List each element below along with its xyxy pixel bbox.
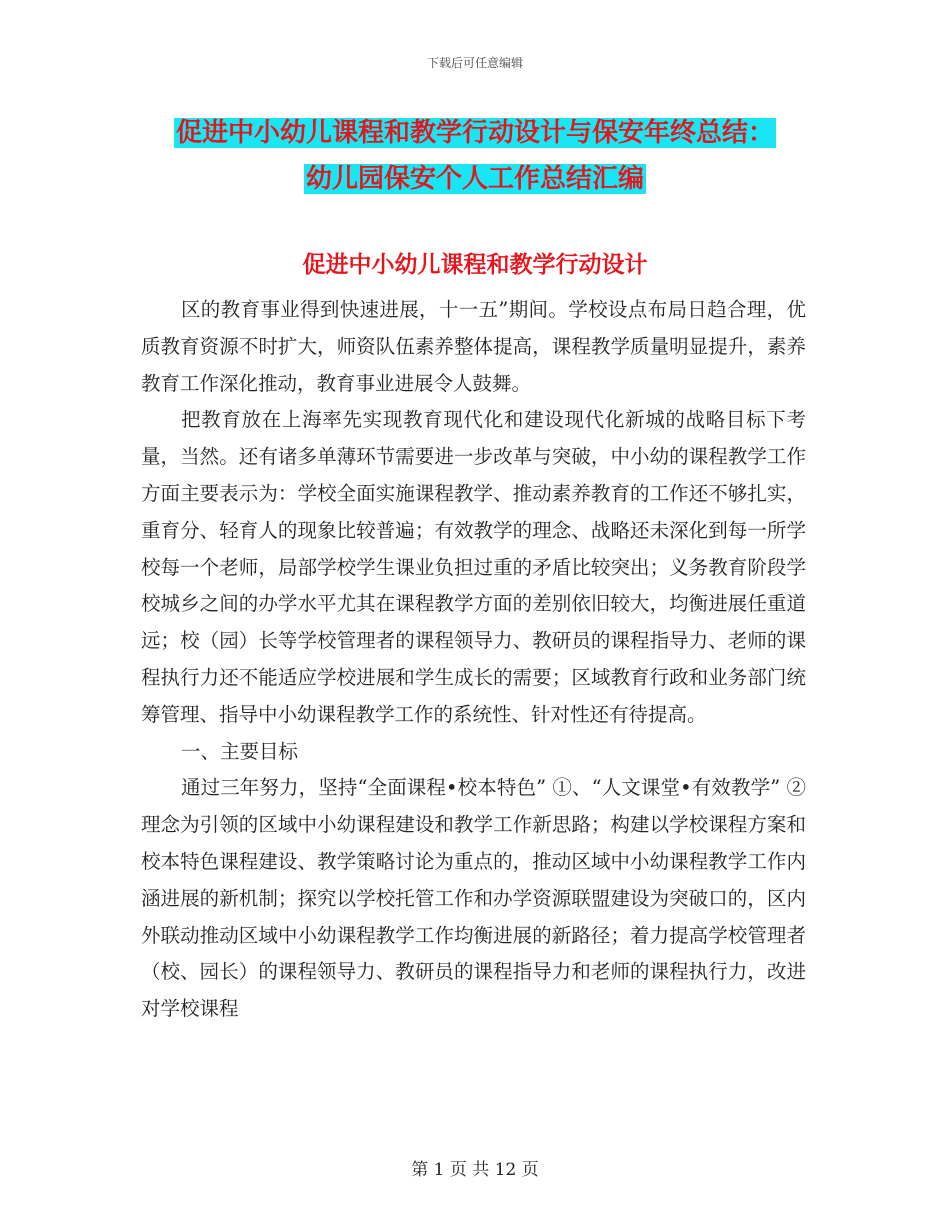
- paragraph-goals: 通过三年努力，坚持“全面课程•校本特色” ①、“人文课堂•有效教学” ②理念为引领的区域中小幼课程建设和教学工作新思路；构建以学校课程方案和校本特色课程建设、教学策略讨论为重点的，推动区域中小幼课程教学工作内涵进展的新机制；探究以学校托管工作和办学资源联盟建设为突破口的，区内外联动推动区域中小幼课程教学工作均衡进展的新路径；着力提高学校管理者（校、园长）的课程领导力、教研员的课程指导力和老师的课程执行力，改进对学校课程: [141, 776, 806, 1021]
- document-title-line-2: 幼儿园保安个人工作总结汇编: [305, 164, 644, 194]
- paragraph-intro: 区的教育事业得到快速进展，十一五”期间。学校设点布局日趋合理，优质教育资源不时扩大，师资队伍素养整体提高，课程教学质量明显提升，素养教育工作深化推动，教育事业进展令人鼓舞。: [141, 298, 806, 395]
- document-title: [0, 110, 950, 202]
- paragraph-problems: 把教育放在上海率先实现教育现代化和建设现代化新城的战略目标下考量，当然。还有诸多单薄环节需要进一步改革与突破，中小幼的课程教学工作方面主要表示为：学校全面实施课程教学、推动素养教育的工作还不够扎实，重育分、轻育人的现象比较普遍；有效教学的理念、战略还未深化到每一所学校每一个老师，局部学校学生课业负担过重的矛盾比较突出；义务教育阶段学校城乡之间的办学水平尤其在课程教学方面的差别依旧较大，均衡进展任重道远；校（园）长等学校管理者的课程领导力、教研员的课程指导力、老师的课程执行力还不能适应学校进展和学生成长的需要；区域教育行政和业务部门统筹管理、指导中小幼课程教学工作的系统性、针对性还有待提高。: [141, 408, 806, 726]
- page-header-note: 下载后可任意编辑: [426, 56, 523, 70]
- page-footer: 第 1 页 共 12 页: [411, 1160, 539, 1180]
- document-body: [141, 292, 806, 1028]
- subheading-main-goals: 一、主要目标: [180, 739, 298, 763]
- document-title-line-1: 促进中小幼儿课程和教学行动设计与保安年终总结：: [175, 118, 774, 148]
- section-heading: 促进中小幼儿课程和教学行动设计: [302, 252, 648, 278]
